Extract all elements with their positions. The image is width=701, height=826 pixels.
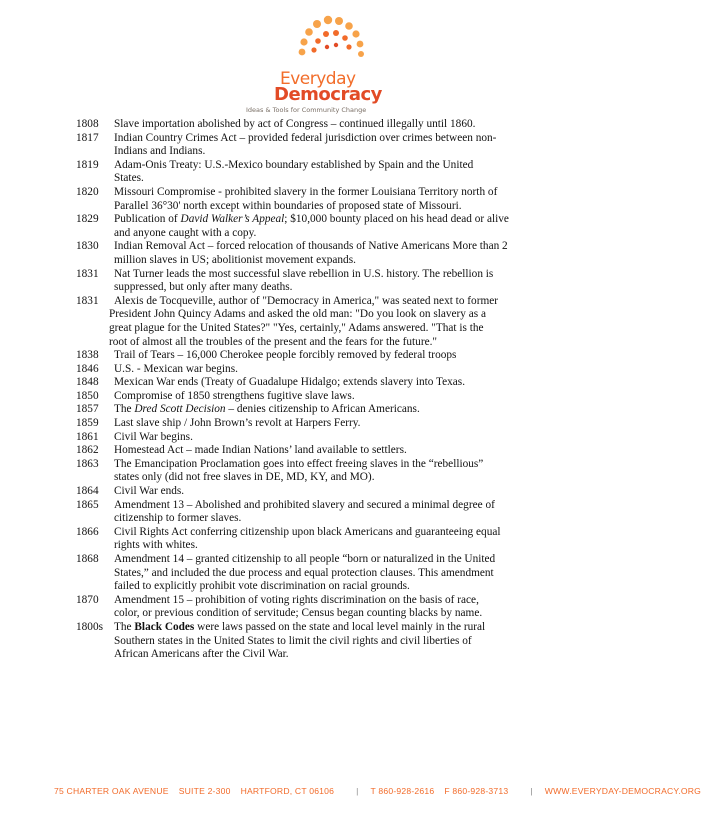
- entry-year: 1800s: [76, 620, 103, 633]
- entry-line: suppressed, but only after many deaths.: [114, 281, 293, 294]
- entry-line: great plague for the United States?" "Yes, certainly," Adams answered. "That is the: [109, 321, 484, 334]
- timeline-entry: [76, 403, 576, 417]
- footer-separator: |: [356, 786, 359, 796]
- entry-line: Nat Turner leads the most successful slave rebellion in U.S. history. The rebellion is: [114, 267, 494, 280]
- timeline-entry: [76, 159, 576, 186]
- timeline-entry: [76, 349, 576, 363]
- entry-year: 1865: [76, 498, 99, 511]
- entry-year: 1850: [76, 389, 99, 402]
- entry-line: failed to explicitly prohibit vote discrimination on racial grounds.: [114, 580, 410, 593]
- entry-line: President John Quincy Adams and asked the old man: "Do you look on slavery as a: [109, 308, 487, 321]
- timeline-entry: [76, 240, 576, 267]
- entry-year: 1866: [76, 525, 99, 538]
- entry-year: 1862: [76, 444, 99, 457]
- entry-line: Indian Removal Act – forced relocation of thousands of Native Americans More than 2: [114, 240, 508, 253]
- entry-year: 1846: [76, 362, 99, 375]
- entry-year: 1808: [76, 118, 99, 130]
- entry-line: Alexis de Tocqueville, author of "Democracy in America," was seated next to former: [114, 294, 499, 307]
- entry-text: [109, 594, 576, 621]
- logo-tagline: Ideas & Tools for Community Change: [246, 106, 367, 114]
- entry-year: 1831: [76, 267, 99, 280]
- timeline-entry: [76, 526, 576, 553]
- entry-title-italic: Dred Scott Decision: [134, 403, 226, 416]
- entry-text: [109, 417, 576, 431]
- entry-line: and anyone caught with a copy.: [114, 226, 257, 239]
- footer-suite: SUITE 2-300: [178, 786, 231, 796]
- timeline-entry: [76, 213, 576, 240]
- entry-line: States.: [114, 172, 144, 185]
- logo-word-democracy: Democracy: [274, 84, 382, 105]
- entry-line: Indian Country Crimes Act – provided federal jurisdiction over crimes between non-: [114, 131, 497, 144]
- entry-text: [109, 403, 576, 417]
- entry-year: 1848: [76, 376, 99, 389]
- timeline: [76, 118, 576, 662]
- entry-text: [109, 376, 576, 390]
- entry-text: [109, 390, 576, 404]
- entry-line: [109, 213, 576, 227]
- entry-text: [109, 186, 576, 213]
- entry-year: 1829: [76, 213, 99, 226]
- entry-text: [109, 526, 576, 553]
- entry-text: [109, 268, 576, 295]
- timeline-entry: [76, 553, 576, 594]
- entry-line: Civil War ends.: [114, 485, 185, 498]
- entry-line: rights with whites.: [114, 539, 198, 552]
- entry-line: Homestead Act – made Indian Nations’ land available to settlers.: [114, 444, 407, 457]
- entry-text: [109, 621, 576, 662]
- entry-line: Parallel 36°30' north except within boundaries of proposed state of Missouri.: [114, 199, 462, 212]
- entry-year: 1870: [76, 593, 99, 606]
- sunburst-icon: [238, 14, 408, 74]
- footer: [54, 786, 701, 796]
- entry-text: [109, 118, 576, 132]
- entry-line: African Americans after the Civil War.: [114, 648, 289, 661]
- entry-year: 1859: [76, 417, 99, 430]
- entry-line: Compromise of 1850 strengthens fugitive slave laws.: [114, 389, 355, 402]
- timeline-entry: [76, 444, 576, 458]
- timeline-entry: [76, 417, 576, 431]
- entry-line: Last slave ship / John Brown’s revolt at Harpers Ferry.: [114, 417, 361, 430]
- timeline-entry: [76, 485, 576, 499]
- footer-website: WWW.EVERYDAY-DEMOCRACY.ORG: [544, 786, 701, 796]
- entry-line: Amendment 13 – Abolished and prohibited slavery and secured a minimal degree of: [114, 498, 495, 511]
- entry-line: Civil Rights Act conferring citizenship upon black Americans and guaranteeing equal: [114, 525, 501, 538]
- footer-fax: F 860-928-3713: [444, 786, 509, 796]
- entry-year: 1817: [76, 131, 99, 144]
- entry-line: The Emancipation Proclamation goes into effect freeing slaves in the “rebellious”: [114, 457, 484, 470]
- timeline-entry: [76, 118, 576, 132]
- entry-line: Missouri Compromise - prohibited slavery in the former Louisiana Territory north of: [114, 185, 498, 198]
- footer-address: 75 CHARTER OAK AVENUE: [54, 786, 169, 796]
- entry-text: [109, 444, 576, 458]
- entry-text: [109, 213, 576, 240]
- entry-year: 1868: [76, 553, 99, 565]
- entry-line-part: – denies citizenship to African Americans.: [225, 403, 420, 416]
- entry-line: [109, 621, 576, 635]
- entry-line: color, or previous condition of servitude; Census began counting blacks by name.: [114, 607, 483, 620]
- entry-line: citizenship to former slaves.: [114, 512, 242, 525]
- timeline-entry: [76, 295, 576, 349]
- entry-line-part: ; $10,000 bounty placed on his head dead or alive: [284, 213, 509, 226]
- entry-line: Amendment 14 – granted citizenship to all people “born or naturalized in the United: [114, 553, 496, 565]
- entry-text: [109, 349, 576, 363]
- timeline-entry: [76, 363, 576, 377]
- timeline-entry: [76, 376, 576, 390]
- entry-text: [109, 240, 576, 267]
- entry-text: [109, 132, 576, 159]
- entry-line: Adam-Onis Treaty: U.S.-Mexico boundary established by Spain and the United: [114, 158, 474, 171]
- entry-text: [109, 363, 576, 377]
- timeline-entry: [76, 621, 576, 662]
- timeline-entry: [76, 499, 576, 526]
- entry-line-part: were laws passed on the state and local level mainly in the rural: [194, 620, 486, 633]
- footer-phone: T 860-928-2616: [370, 786, 435, 796]
- entry-year: 1838: [76, 349, 99, 362]
- entry-line: U.S. - Mexican war begins.: [114, 362, 238, 375]
- timeline-entry: [76, 268, 576, 295]
- timeline-entry: [76, 186, 576, 213]
- entry-year: 1861: [76, 430, 99, 443]
- entry-text: [109, 159, 576, 186]
- timeline-entry: [76, 390, 576, 404]
- entry-year: 1820: [76, 185, 99, 198]
- entry-line-part: The: [114, 620, 135, 633]
- entry-line: Indians and Indians.: [114, 145, 206, 158]
- timeline-entry: [76, 132, 576, 159]
- entry-line: Mexican War ends (Treaty of Guadalupe Hidalgo; extends slavery into Texas.: [114, 376, 466, 389]
- entry-title-italic: David Walker’s Appeal: [180, 213, 285, 226]
- entry-year: 1830: [76, 240, 99, 253]
- entry-line: Trail of Tears – 16,000 Cherokee people forcibly removed by federal troops: [114, 349, 457, 362]
- entry-line: Slave importation abolished by act of Congress – continued illegally until 1860.: [114, 118, 476, 130]
- entry-line: Southern states in the United States to limit the civil rights and civil liberties of: [114, 634, 472, 647]
- entry-line-part: The: [114, 403, 135, 416]
- footer-city: HARTFORD, CT 06106: [240, 786, 335, 796]
- entry-text: [109, 485, 576, 499]
- entry-line: million slaves in US; abolitionist movement expands.: [114, 253, 356, 266]
- entry-text: [109, 295, 576, 349]
- entry-line: Amendment 15 – prohibition of voting rights discrimination on the basis of race,: [114, 593, 479, 606]
- entry-line-part: Publication of: [114, 213, 181, 226]
- entry-year: 1819: [76, 158, 99, 171]
- entry-line: States,” and included the due process and equal protection clauses. This amendment: [114, 566, 494, 579]
- entry-text: [109, 458, 576, 485]
- entry-year: 1863: [76, 457, 99, 470]
- entry-line: Civil War begins.: [114, 430, 193, 443]
- timeline-entry: [76, 458, 576, 485]
- entry-line: root of almost all the troubles of the present and the fears for the future.": [109, 335, 438, 348]
- entry-year: 1857: [76, 403, 99, 416]
- timeline-entry: [76, 594, 576, 621]
- entry-text: [109, 431, 576, 445]
- everyday-democracy-logo: [238, 14, 408, 114]
- timeline-entry: [76, 431, 576, 445]
- entry-text: [109, 499, 576, 526]
- logo-word-everyday: Everyday: [280, 69, 356, 89]
- footer-separator: |: [530, 786, 533, 796]
- entry-line: states only (did not free slaves in DE, MD, KY, and MO).: [114, 471, 375, 484]
- entry-line: [109, 403, 576, 417]
- entry-year: 1864: [76, 485, 99, 498]
- entry-year: 1831: [76, 294, 99, 307]
- entry-text: [109, 553, 576, 594]
- entry-term-bold: Black Codes: [134, 620, 195, 633]
